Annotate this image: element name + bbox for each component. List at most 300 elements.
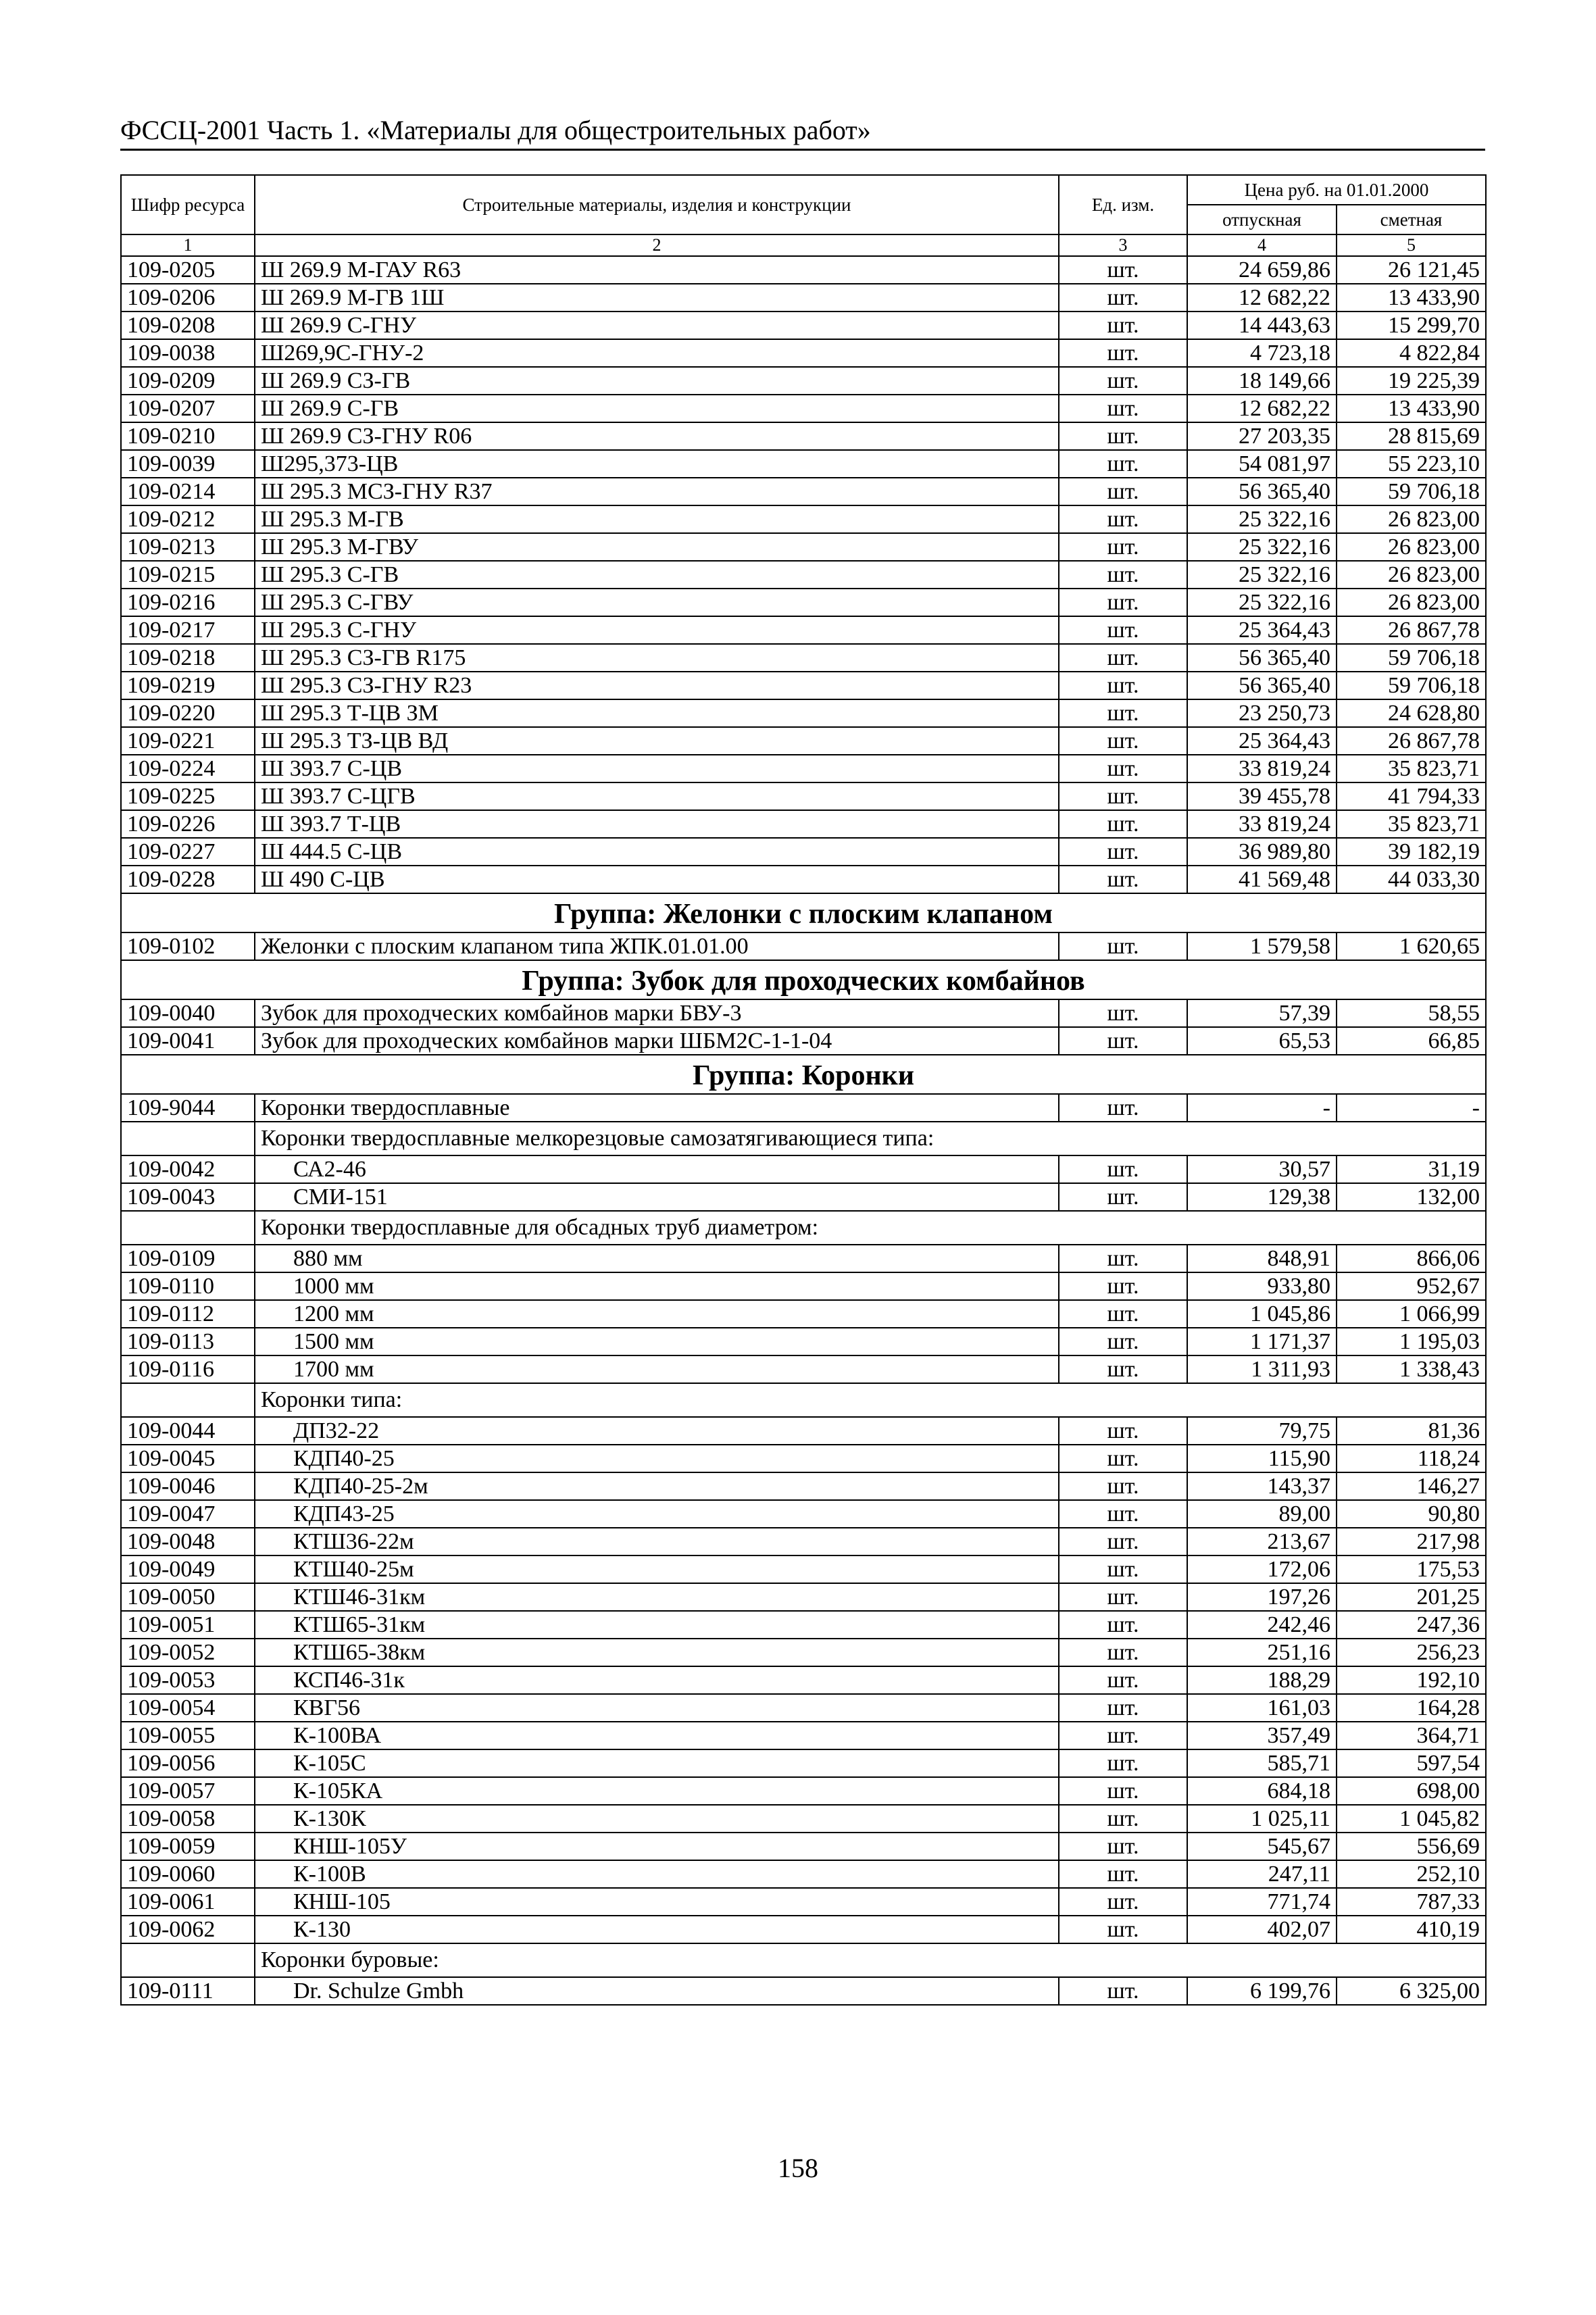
table-row xyxy=(121,932,1486,960)
resource-code: 109-0212 xyxy=(121,505,255,533)
estimate-price: 15 299,70 xyxy=(1337,312,1486,339)
group-heading: Группа: Коронки xyxy=(121,1055,1486,1094)
resource-code: 109-0214 xyxy=(121,478,255,505)
column-number: 3 xyxy=(1059,234,1187,256)
resource-code: 109-0049 xyxy=(121,1555,255,1583)
table-row xyxy=(121,866,1486,893)
release-price: 65,53 xyxy=(1187,1027,1337,1055)
release-price: 33 819,24 xyxy=(1187,810,1337,838)
release-price: 1 045,86 xyxy=(1187,1300,1337,1328)
unit: шт. xyxy=(1059,533,1187,561)
material-name: СА2-46 xyxy=(255,1155,1059,1183)
material-name: КТШ36-22м xyxy=(255,1528,1059,1555)
resource-code: 109-0209 xyxy=(121,367,255,395)
table-row xyxy=(121,1833,1486,1860)
release-price: 25 322,16 xyxy=(1187,589,1337,616)
material-name: 1000 мм xyxy=(255,1272,1059,1300)
unit: шт. xyxy=(1059,450,1187,478)
estimate-price: 6 325,00 xyxy=(1337,1977,1486,2005)
unit: шт. xyxy=(1059,1094,1187,1122)
subheading-row xyxy=(121,1122,1486,1155)
resource-code: 109-0226 xyxy=(121,810,255,838)
table-row xyxy=(121,505,1486,533)
estimate-price: 26 867,78 xyxy=(1337,616,1486,644)
material-name: Ш 393.7 Т-ЦВ xyxy=(255,810,1059,838)
estimate-price: 26 823,00 xyxy=(1337,589,1486,616)
table-row xyxy=(121,699,1486,727)
unit: шт. xyxy=(1059,1666,1187,1694)
table-row xyxy=(121,478,1486,505)
table-row xyxy=(121,1977,1486,2005)
resource-code: 109-0116 xyxy=(121,1355,255,1383)
estimate-price: 59 706,18 xyxy=(1337,644,1486,672)
table-row xyxy=(121,1639,1486,1666)
unit: шт. xyxy=(1059,1977,1187,2005)
header-estimate-price: сметная xyxy=(1337,205,1486,234)
empty-code-cell xyxy=(121,1943,255,1977)
unit: шт. xyxy=(1059,1749,1187,1777)
header-code: Шифр ресурса xyxy=(121,175,255,234)
unit: шт. xyxy=(1059,1472,1187,1500)
table-row xyxy=(121,256,1486,284)
estimate-price: 35 823,71 xyxy=(1337,810,1486,838)
unit: шт. xyxy=(1059,810,1187,838)
unit: шт. xyxy=(1059,1694,1187,1722)
page-header: ФССЦ-2001 Часть 1. «Материалы для общестроительных работ» xyxy=(120,115,871,145)
resource-code: 109-0213 xyxy=(121,533,255,561)
unit: шт. xyxy=(1059,838,1187,866)
estimate-price: 192,10 xyxy=(1337,1666,1486,1694)
subheading-row xyxy=(121,1211,1486,1245)
resource-code: 109-0054 xyxy=(121,1694,255,1722)
unit: шт. xyxy=(1059,866,1187,893)
release-price: 251,16 xyxy=(1187,1639,1337,1666)
material-name: К-105КА xyxy=(255,1777,1059,1805)
resource-code: 109-0044 xyxy=(121,1417,255,1445)
unit: шт. xyxy=(1059,478,1187,505)
table-row xyxy=(121,1805,1486,1833)
unit: шт. xyxy=(1059,589,1187,616)
estimate-price: 175,53 xyxy=(1337,1555,1486,1583)
resource-code: 109-0058 xyxy=(121,1805,255,1833)
estimate-price: 44 033,30 xyxy=(1337,866,1486,893)
material-name: Желонки с плоским клапаном типа ЖПК.01.01.00 xyxy=(255,932,1059,960)
resource-code: 109-0206 xyxy=(121,284,255,312)
estimate-price: 364,71 xyxy=(1337,1722,1486,1749)
subheading-row xyxy=(121,1943,1486,1977)
estimate-price: 1 066,99 xyxy=(1337,1300,1486,1328)
material-name: КТШ65-31км xyxy=(255,1611,1059,1639)
unit: шт. xyxy=(1059,1583,1187,1611)
table-header-row xyxy=(121,175,1486,205)
material-name: Ш 490 С-ЦВ xyxy=(255,866,1059,893)
release-price: 24 659,86 xyxy=(1187,256,1337,284)
material-name: Ш 269.9 СЗ-ГВ xyxy=(255,367,1059,395)
release-price: 18 149,66 xyxy=(1187,367,1337,395)
release-price: 25 364,43 xyxy=(1187,727,1337,755)
header-name: Строительные материалы, изделия и конструкции xyxy=(255,175,1059,234)
estimate-price: 4 822,84 xyxy=(1337,339,1486,367)
estimate-price: 410,19 xyxy=(1337,1916,1486,1943)
table-row xyxy=(121,422,1486,450)
release-price: 25 322,16 xyxy=(1187,533,1337,561)
resource-code: 109-0208 xyxy=(121,312,255,339)
table-row xyxy=(121,1355,1486,1383)
group-heading-row xyxy=(121,1055,1486,1094)
unit: шт. xyxy=(1059,755,1187,782)
release-price: 242,46 xyxy=(1187,1611,1337,1639)
material-name: Ш 295.3 Т-ЦВ ЗМ xyxy=(255,699,1059,727)
estimate-price: 256,23 xyxy=(1337,1639,1486,1666)
table-row xyxy=(121,1888,1486,1916)
release-price: 23 250,73 xyxy=(1187,699,1337,727)
resource-code: 109-0048 xyxy=(121,1528,255,1555)
estimate-price: 26 121,45 xyxy=(1337,256,1486,284)
unit: шт. xyxy=(1059,1888,1187,1916)
material-name: Ш 295.3 С-ГВ xyxy=(255,561,1059,589)
empty-code-cell xyxy=(121,1211,255,1245)
resource-code: 109-0045 xyxy=(121,1445,255,1472)
table-row xyxy=(121,284,1486,312)
table-row xyxy=(121,1777,1486,1805)
table-row xyxy=(121,1417,1486,1445)
release-price: 89,00 xyxy=(1187,1500,1337,1528)
unit: шт. xyxy=(1059,616,1187,644)
resource-code: 109-0113 xyxy=(121,1328,255,1355)
release-price: 30,57 xyxy=(1187,1155,1337,1183)
estimate-price: 13 433,90 xyxy=(1337,395,1486,422)
table-row xyxy=(121,533,1486,561)
release-price: 36 989,80 xyxy=(1187,838,1337,866)
resource-code: 109-0110 xyxy=(121,1272,255,1300)
material-name: К-100В xyxy=(255,1860,1059,1888)
material-name: 1700 мм xyxy=(255,1355,1059,1383)
release-price: 25 322,16 xyxy=(1187,561,1337,589)
group-heading: Группа: Зубок для проходческих комбайнов xyxy=(121,960,1486,999)
release-price: 585,71 xyxy=(1187,1749,1337,1777)
resource-code: 109-0039 xyxy=(121,450,255,478)
resource-code: 109-0112 xyxy=(121,1300,255,1328)
table-row xyxy=(121,1027,1486,1055)
unit: шт. xyxy=(1059,644,1187,672)
table-row xyxy=(121,810,1486,838)
material-name: КТШ46-31км xyxy=(255,1583,1059,1611)
estimate-price: 59 706,18 xyxy=(1337,478,1486,505)
estimate-price: 35 823,71 xyxy=(1337,755,1486,782)
release-price: 1 025,11 xyxy=(1187,1805,1337,1833)
release-price: 771,74 xyxy=(1187,1888,1337,1916)
unit: шт. xyxy=(1059,1245,1187,1272)
release-price: 402,07 xyxy=(1187,1916,1337,1943)
table-row xyxy=(121,1328,1486,1355)
release-price: 115,90 xyxy=(1187,1445,1337,1472)
subheading: Коронки твердосплавные мелкорезцовые самозатягивающиеся типа: xyxy=(255,1122,1486,1155)
unit: шт. xyxy=(1059,1328,1187,1355)
resource-code: 109-0041 xyxy=(121,1027,255,1055)
unit: шт. xyxy=(1059,1183,1187,1211)
material-name: Ш 269.9 СЗ-ГНУ R06 xyxy=(255,422,1059,450)
table-row xyxy=(121,450,1486,478)
resource-code: 109-0059 xyxy=(121,1833,255,1860)
material-name: Ш295,373-ЦВ xyxy=(255,450,1059,478)
resource-code: 109-0060 xyxy=(121,1860,255,1888)
resource-code: 109-0220 xyxy=(121,699,255,727)
material-name: Ш 269.9 М-ГВ 1Ш xyxy=(255,284,1059,312)
material-name: 1200 мм xyxy=(255,1300,1059,1328)
column-number: 1 xyxy=(121,234,255,256)
estimate-price: 698,00 xyxy=(1337,1777,1486,1805)
resource-code: 109-0224 xyxy=(121,755,255,782)
subheading: Коронки буровые: xyxy=(255,1943,1486,1977)
material-name: КТШ65-38км xyxy=(255,1639,1059,1666)
release-price: 33 819,24 xyxy=(1187,755,1337,782)
release-price: 12 682,22 xyxy=(1187,284,1337,312)
release-price: 172,06 xyxy=(1187,1555,1337,1583)
table-row xyxy=(121,782,1486,810)
material-name: Ш 295.3 С-ГНУ xyxy=(255,616,1059,644)
material-name: 880 мм xyxy=(255,1245,1059,1272)
estimate-price: 81,36 xyxy=(1337,1417,1486,1445)
resource-code: 109-0109 xyxy=(121,1245,255,1272)
header-rule xyxy=(120,149,1485,151)
empty-code-cell xyxy=(121,1383,255,1417)
resource-code: 109-0111 xyxy=(121,1977,255,2005)
material-name: КДП43-25 xyxy=(255,1500,1059,1528)
table-row xyxy=(121,312,1486,339)
unit: шт. xyxy=(1059,727,1187,755)
release-price: 56 365,40 xyxy=(1187,644,1337,672)
estimate-price: - xyxy=(1337,1094,1486,1122)
material-name: К-130К xyxy=(255,1805,1059,1833)
estimate-price: 26 823,00 xyxy=(1337,505,1486,533)
material-name: Ш 295.3 М-ГВ xyxy=(255,505,1059,533)
estimate-price: 31,19 xyxy=(1337,1155,1486,1183)
estimate-price: 26 823,00 xyxy=(1337,561,1486,589)
unit: шт. xyxy=(1059,284,1187,312)
estimate-price: 26 823,00 xyxy=(1337,533,1486,561)
estimate-price: 247,36 xyxy=(1337,1611,1486,1639)
release-price: 57,39 xyxy=(1187,999,1337,1027)
material-name: 1500 мм xyxy=(255,1328,1059,1355)
unit: шт. xyxy=(1059,395,1187,422)
unit: шт. xyxy=(1059,1639,1187,1666)
unit: шт. xyxy=(1059,1272,1187,1300)
release-price: 129,38 xyxy=(1187,1183,1337,1211)
table-row xyxy=(121,1528,1486,1555)
estimate-price: 201,25 xyxy=(1337,1583,1486,1611)
unit: шт. xyxy=(1059,505,1187,533)
resource-code: 109-0052 xyxy=(121,1639,255,1666)
subheading: Коронки типа: xyxy=(255,1383,1486,1417)
release-price: 357,49 xyxy=(1187,1722,1337,1749)
unit: шт. xyxy=(1059,1445,1187,1472)
table-row xyxy=(121,1183,1486,1211)
release-price: 1 311,93 xyxy=(1187,1355,1337,1383)
release-price: 41 569,48 xyxy=(1187,866,1337,893)
resource-code: 109-0207 xyxy=(121,395,255,422)
resource-code: 109-0221 xyxy=(121,727,255,755)
unit: шт. xyxy=(1059,312,1187,339)
resource-code: 109-0217 xyxy=(121,616,255,644)
table-row xyxy=(121,672,1486,699)
material-name: Коронки твердосплавные xyxy=(255,1094,1059,1122)
column-number: 5 xyxy=(1337,234,1486,256)
material-name: КНШ-105 xyxy=(255,1888,1059,1916)
estimate-price: 787,33 xyxy=(1337,1888,1486,1916)
material-name: Ш 295.3 М-ГВУ xyxy=(255,533,1059,561)
estimate-price: 24 628,80 xyxy=(1337,699,1486,727)
estimate-price: 146,27 xyxy=(1337,1472,1486,1500)
resource-code: 109-0210 xyxy=(121,422,255,450)
release-price: 14 443,63 xyxy=(1187,312,1337,339)
table-row xyxy=(121,395,1486,422)
table-row xyxy=(121,1555,1486,1583)
estimate-price: 59 706,18 xyxy=(1337,672,1486,699)
unit: шт. xyxy=(1059,1777,1187,1805)
estimate-price: 556,69 xyxy=(1337,1833,1486,1860)
release-price: 54 081,97 xyxy=(1187,450,1337,478)
material-name: КСП46-31к xyxy=(255,1666,1059,1694)
material-name: Ш 295.3 СЗ-ГНУ R23 xyxy=(255,672,1059,699)
unit: шт. xyxy=(1059,699,1187,727)
resource-code: 109-0215 xyxy=(121,561,255,589)
column-number: 2 xyxy=(255,234,1059,256)
estimate-price: 66,85 xyxy=(1337,1027,1486,1055)
release-price: 247,11 xyxy=(1187,1860,1337,1888)
empty-code-cell xyxy=(121,1122,255,1155)
resource-code: 109-0038 xyxy=(121,339,255,367)
resource-code: 109-0046 xyxy=(121,1472,255,1500)
unit: шт. xyxy=(1059,1355,1187,1383)
material-name: Ш 393.7 С-ЦВ xyxy=(255,755,1059,782)
unit: шт. xyxy=(1059,1528,1187,1555)
material-name: К-100ВА xyxy=(255,1722,1059,1749)
release-price: 56 365,40 xyxy=(1187,478,1337,505)
release-price: 684,18 xyxy=(1187,1777,1337,1805)
unit: шт. xyxy=(1059,1417,1187,1445)
material-name: Ш269,9С-ГНУ-2 xyxy=(255,339,1059,367)
table-row xyxy=(121,367,1486,395)
estimate-price: 28 815,69 xyxy=(1337,422,1486,450)
unit: шт. xyxy=(1059,1805,1187,1833)
material-name: Ш 269.9 М-ГАУ R63 xyxy=(255,256,1059,284)
header-unit: Ед. изм. xyxy=(1059,175,1187,234)
resource-code: 109-0043 xyxy=(121,1183,255,1211)
release-price: 79,75 xyxy=(1187,1417,1337,1445)
material-name: Ш 393.7 С-ЦГВ xyxy=(255,782,1059,810)
header-price: Цена руб. на 01.01.2000 xyxy=(1187,175,1486,205)
table-row xyxy=(121,1749,1486,1777)
unit: шт. xyxy=(1059,367,1187,395)
material-name: КДП40-25-2м xyxy=(255,1472,1059,1500)
column-number-row xyxy=(121,234,1486,256)
estimate-price: 1 045,82 xyxy=(1337,1805,1486,1833)
table-row xyxy=(121,339,1486,367)
estimate-price: 952,67 xyxy=(1337,1272,1486,1300)
table-row xyxy=(121,1500,1486,1528)
resource-code: 109-0055 xyxy=(121,1722,255,1749)
unit: шт. xyxy=(1059,782,1187,810)
release-price: 213,67 xyxy=(1187,1528,1337,1555)
resource-code: 109-0225 xyxy=(121,782,255,810)
material-name: Ш 295.3 ТЗ-ЦВ ВД xyxy=(255,727,1059,755)
table-row xyxy=(121,1272,1486,1300)
unit: шт. xyxy=(1059,1555,1187,1583)
table-row xyxy=(121,838,1486,866)
unit: шт. xyxy=(1059,1500,1187,1528)
release-price: 25 322,16 xyxy=(1187,505,1337,533)
resource-code: 109-0228 xyxy=(121,866,255,893)
material-name: КНШ-105У xyxy=(255,1833,1059,1860)
resource-code: 109-0218 xyxy=(121,644,255,672)
table-row xyxy=(121,1094,1486,1122)
material-name: КТШ40-25м xyxy=(255,1555,1059,1583)
material-name: Ш 444.5 С-ЦВ xyxy=(255,838,1059,866)
estimate-price: 217,98 xyxy=(1337,1528,1486,1555)
table-row xyxy=(121,1916,1486,1943)
resource-code: 109-9044 xyxy=(121,1094,255,1122)
table-row xyxy=(121,727,1486,755)
group-heading-row xyxy=(121,893,1486,932)
material-name: К-105С xyxy=(255,1749,1059,1777)
table-row xyxy=(121,999,1486,1027)
resource-code: 109-0050 xyxy=(121,1583,255,1611)
table-row xyxy=(121,616,1486,644)
estimate-price: 58,55 xyxy=(1337,999,1486,1027)
subheading-row xyxy=(121,1383,1486,1417)
release-price: 1 171,37 xyxy=(1187,1328,1337,1355)
release-price: 188,29 xyxy=(1187,1666,1337,1694)
resource-code: 109-0102 xyxy=(121,932,255,960)
resource-code: 109-0053 xyxy=(121,1666,255,1694)
estimate-price: 26 867,78 xyxy=(1337,727,1486,755)
table-row xyxy=(121,1155,1486,1183)
estimate-price: 597,54 xyxy=(1337,1749,1486,1777)
unit: шт. xyxy=(1059,422,1187,450)
table-row xyxy=(121,1666,1486,1694)
estimate-price: 90,80 xyxy=(1337,1500,1486,1528)
estimate-price: 118,24 xyxy=(1337,1445,1486,1472)
table-row xyxy=(121,1694,1486,1722)
estimate-price: 39 182,19 xyxy=(1337,838,1486,866)
release-price: 161,03 xyxy=(1187,1694,1337,1722)
resource-code: 109-0061 xyxy=(121,1888,255,1916)
material-name: Ш 295.3 СЗ-ГВ R175 xyxy=(255,644,1059,672)
table-row xyxy=(121,561,1486,589)
unit: шт. xyxy=(1059,256,1187,284)
table-row xyxy=(121,1860,1486,1888)
unit: шт. xyxy=(1059,999,1187,1027)
page-number: 158 xyxy=(778,2153,818,2183)
subheading: Коронки твердосплавные для обсадных труб диаметром: xyxy=(255,1211,1486,1245)
release-price: 4 723,18 xyxy=(1187,339,1337,367)
release-price: 1 579,58 xyxy=(1187,932,1337,960)
release-price: 143,37 xyxy=(1187,1472,1337,1500)
material-name: СМИ-151 xyxy=(255,1183,1059,1211)
material-name: КВГ56 xyxy=(255,1694,1059,1722)
resource-code: 109-0056 xyxy=(121,1749,255,1777)
estimate-price: 41 794,33 xyxy=(1337,782,1486,810)
table-row xyxy=(121,1300,1486,1328)
estimate-price: 1 195,03 xyxy=(1337,1328,1486,1355)
table-row xyxy=(121,755,1486,782)
group-heading-row xyxy=(121,960,1486,999)
unit: шт. xyxy=(1059,1300,1187,1328)
price-table xyxy=(120,174,1487,2006)
unit: шт. xyxy=(1059,1860,1187,1888)
release-price: 39 455,78 xyxy=(1187,782,1337,810)
estimate-price: 1 338,43 xyxy=(1337,1355,1486,1383)
